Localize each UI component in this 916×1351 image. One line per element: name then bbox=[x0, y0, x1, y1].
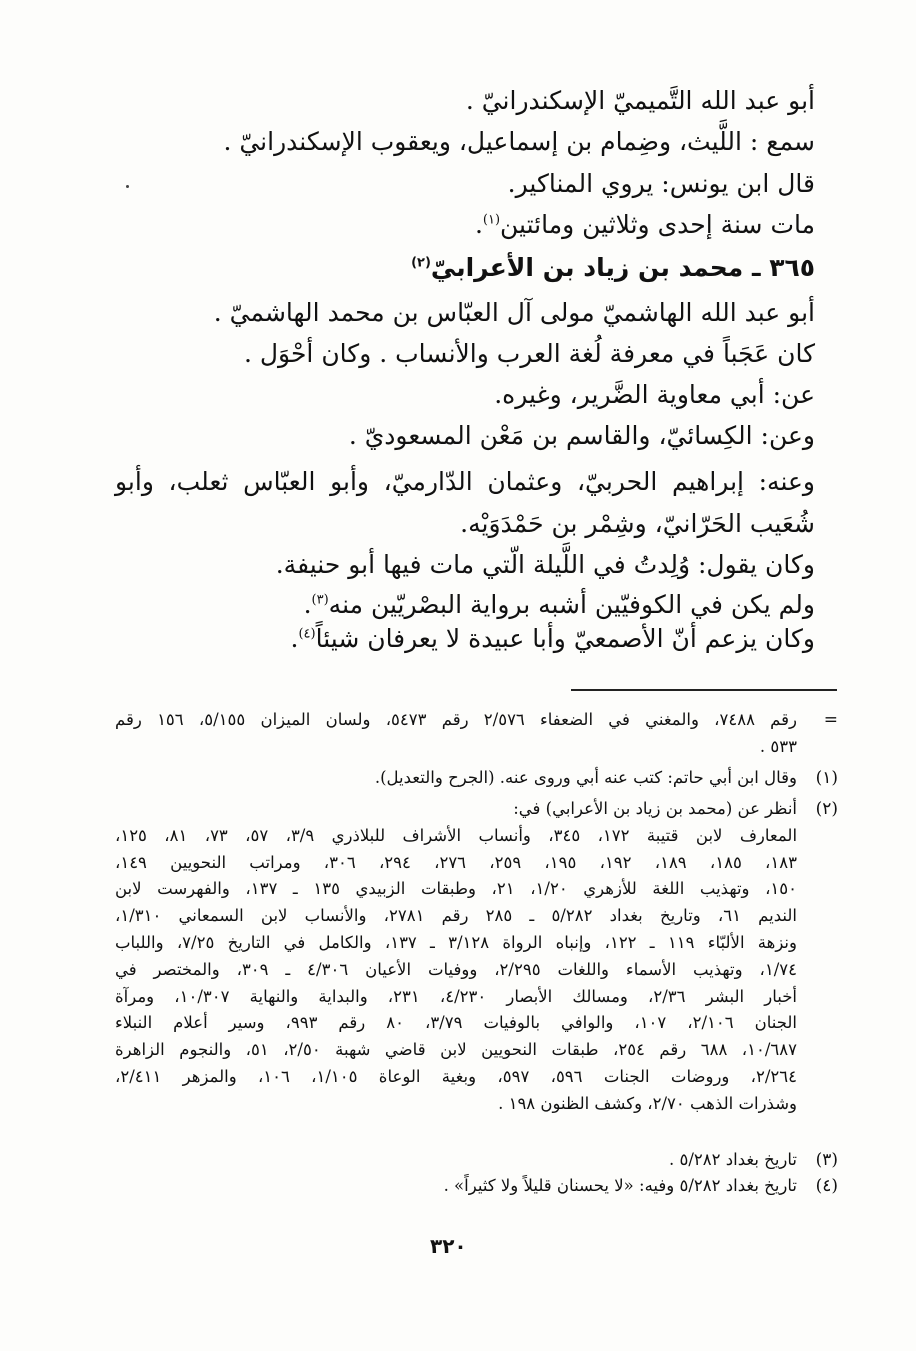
footnote-line: ونزهة الألبّاء ١١٩ ـ ١٢٢، وإنباه الرواة ٣/١٢٨ ـ ١٣٧، والكامل في التاريخ ٧/٢٥، واللباب bbox=[115, 933, 797, 952]
line-text: أبو عبد الله الهاشميّ مولى آل العبّاس بن محمد الهاشميّ . bbox=[213, 298, 815, 327]
line-narrators-2 bbox=[460, 509, 815, 538]
line-narrators-1 bbox=[115, 467, 815, 496]
line-text: كان عَجَباً في معرفة لُغة العرب والأنساب . وكان أحْوَل . bbox=[244, 339, 815, 368]
page-number: ٣٢٠ bbox=[430, 1234, 467, 1258]
line-text: وعنه: إبراهيم الحربيّ، وعثمان الدّارميّ، وأبو العبّاس ثعلب، وأبو bbox=[115, 467, 815, 496]
footnote-number: (٢) bbox=[815, 799, 838, 819]
line-text: شُعَيب الحَرّانيّ، وشِمْر بن حَمْدَوَيْه. bbox=[460, 509, 815, 538]
line-ibn-yunus bbox=[508, 169, 815, 198]
footnote-number: (١) bbox=[815, 768, 838, 788]
footnote-line: أخبار البشر ٢/٣٦، ومسالك الأبصار ٤/٢٣٠، ٢٣١، والبداية والنهاية ١٠/٣٠٧، ومرآة bbox=[115, 987, 798, 1006]
line-text: مات سنة إحدى وثلاثين ومائتين bbox=[500, 210, 815, 239]
footnote-line: المعارف لابن قتيبة ١٧٢، ٣٤٥، وأنساب الأشراف للبلاذري ٣/٩، ٥٧، ٧٣، ٨١، ١٢٥، bbox=[115, 826, 798, 845]
footnote-line: ٥٣٣ . bbox=[759, 737, 797, 756]
footnote-line: تاريخ بغداد ٥/٢٨٢ . bbox=[669, 1150, 797, 1169]
line-narrated-from-2 bbox=[349, 421, 815, 450]
line-tail: . bbox=[474, 210, 483, 239]
line-death-year bbox=[475, 210, 815, 239]
line-text: سمع : اللَّيث، وضِمام بن إسماعيل، ويعقوب الإسكندرانيّ . bbox=[223, 127, 815, 156]
line-text: وكان يزعم أنّ الأصمعيّ وأبا عبيدة لا يعرفان شيئاً bbox=[315, 624, 815, 653]
footnote-line: ١٥٠، وتهذيب اللغة للأزهري ١/٢٠، ٢١، وطبقات الزبيدي ١٣٥ ـ ١٣٧، والفهرست لابن bbox=[115, 879, 798, 898]
line-birth bbox=[276, 550, 815, 579]
footnote-line: وقال ابن أبي حاتم: كتب عنه أبي وروى عنه. (الجرح والتعديل). bbox=[374, 768, 797, 787]
footnote-line: ٢/٢٦٤، وروضات الجنات ٥٩٦، ٥٩٧، وبغية الوعاة ١/١٠٥، ١٠٦، والمزهر ٢/٤١١، bbox=[115, 1067, 798, 1086]
footnote-ref: (١) bbox=[482, 212, 501, 228]
line-narrated-from-1 bbox=[494, 380, 815, 409]
footnote-separator bbox=[571, 689, 837, 691]
line-kunya bbox=[466, 86, 815, 115]
footnote-ref: (٣) bbox=[311, 592, 329, 608]
footnote-line: وشذرات الذهب ٢/٧٠، وكشف الظنون ١٩٨ . bbox=[498, 1094, 797, 1113]
footnote-number: (٤) bbox=[815, 1176, 838, 1196]
footnote-line: النديم ٦١، وتاريخ بغداد ٥/٢٨٢ ـ ٢٨٥ رقم ٢٧٨١، والأنساب لابن السمعاني ١/٣١٠، bbox=[115, 906, 798, 925]
footnote-line: رقم ٧٤٨٨، والمغني في الضعفاء ٢/٥٧٦ رقم ٥٤٧٣، ولسان الميزان ٥/١٥٥، ١٥٦ رقم bbox=[115, 710, 797, 729]
line-description bbox=[244, 339, 815, 368]
print-speck bbox=[126, 185, 129, 188]
footnote-line: تاريخ بغداد ٥/٢٨٢ وفيه: «لا يحسنان قليلاً ولا كثيراً» . bbox=[443, 1176, 797, 1195]
footnote-number: = bbox=[823, 710, 838, 730]
footnote-ref: (٤) bbox=[298, 626, 316, 642]
line-kunya-365 bbox=[214, 298, 815, 327]
line-text: أبو عبد الله التَّميميّ الإسكندرانيّ . bbox=[465, 86, 815, 115]
footnote-ref: (٢) bbox=[411, 255, 431, 271]
line-tail: . bbox=[290, 624, 299, 653]
line-text: عن: أبي معاوية الضَّرير، وغيره. bbox=[494, 380, 815, 409]
footnote-line: ١٠/٦٨٧، ٦٨٨ رقم ٢٥٤، طبقات النحويين لابن قاضي شهبة ٢/٥٠، ٥١، والنجوم الزاهرة bbox=[115, 1040, 798, 1059]
line-text: وكان يقول: وُلِدتُ في اللَّيلة الّتي مات فيها أبو حنيفة. bbox=[275, 550, 815, 579]
footnote-line: ١٨٣، ١٨٥، ١٨٩، ١٩٢، ١٩٥، ٢٥٩، ٢٧٦، ٢٩٤، ٣٠٦، ومراتب النحويين ١٤٩، bbox=[115, 853, 797, 872]
line-text: ولم يكن في الكوفيّين أشبه برواية البصْريّين منه bbox=[328, 590, 815, 619]
line-heard-from bbox=[223, 127, 815, 156]
footnote-line: ١/٧٤، وتهذيب الأسماء واللغات ٢/٢٩٥، ووفيات الأعيان ٤/٣٠٦ ـ ٣٠٩، والمختصر في bbox=[115, 960, 797, 979]
line-text: ٣٦٥ ـ محمد بن زياد بن الأعرابيّ bbox=[430, 253, 815, 282]
line-kufan bbox=[304, 590, 815, 619]
footnote-line: أنظر عن (محمد بن زياد بن الأعرابي) في: bbox=[513, 799, 797, 818]
footnote-line: الجنان ٢/١٠٦، ١٠٧، والوافي بالوفيات ٣/٧٩، ٨٠ رقم ٩٩٣، وسير أعلام النبلاء bbox=[115, 1013, 797, 1032]
line-text: وعن: الكِسائيّ، والقاسم بن مَعْن المسعوديّ . bbox=[348, 421, 815, 450]
line-text: قال ابن يونس: يروي المناكير. bbox=[507, 169, 815, 198]
line-tail: . bbox=[303, 590, 312, 619]
line-claim bbox=[291, 624, 815, 653]
footnote-number: (٣) bbox=[815, 1150, 838, 1170]
entry-heading bbox=[411, 253, 815, 282]
